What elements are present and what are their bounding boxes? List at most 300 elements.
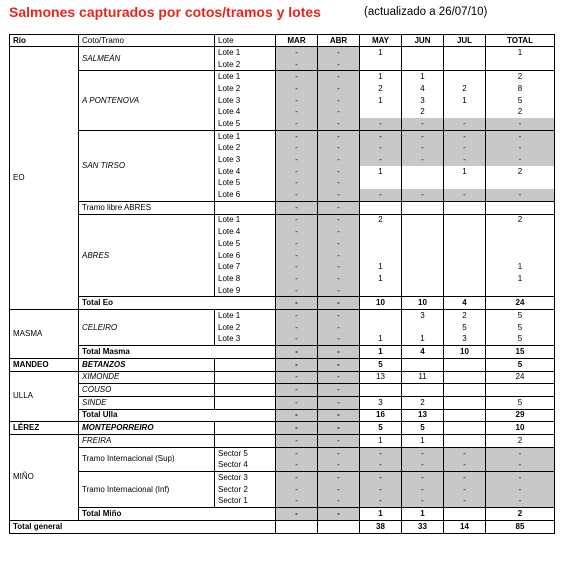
value-jul [444,59,486,71]
subtotal-jul: 10 [444,346,486,359]
value-may [360,226,402,238]
value-jun: - [402,447,444,459]
coto-cell: COUSO [79,384,215,397]
lote-cell: Lote 3 [215,95,276,107]
value-may: - [360,447,402,459]
value-abr: - [318,310,360,322]
value-jun: - [402,189,444,201]
value-mar: - [276,130,318,142]
value-total: 5 [486,95,555,107]
value-mar: - [276,118,318,130]
value-jul [444,178,486,190]
value-total: 5 [486,334,555,346]
value-abr: - [318,118,360,130]
lote-cell: Lote 6 [215,189,276,201]
lote-cell: Lote 5 [215,238,276,250]
value-jun [402,273,444,285]
value-jun: - [402,130,444,142]
value-abr: - [318,178,360,190]
table-row [10,358,555,371]
value-may: 1 [360,47,402,59]
value-mar: - [276,459,318,471]
grand-total-mar [276,520,318,533]
value-mar: - [276,472,318,484]
value-jun [402,384,444,397]
value-abr: - [318,384,360,397]
value-jul: 2 [444,310,486,322]
value-may [360,322,402,334]
value-may: 2 [360,83,402,95]
lote-cell: Lote 1 [215,310,276,322]
value-abr: - [318,484,360,496]
value-may [360,310,402,322]
value-jul [444,261,486,273]
value-mar: - [276,95,318,107]
value-jun: 2 [402,396,444,409]
value-jul [444,384,486,397]
value-jun: 2 [402,106,444,118]
value-jul [444,273,486,285]
value-may: 1 [360,71,402,83]
value-jul: - [444,189,486,201]
table-row [10,201,555,214]
lote-cell: Lote 8 [215,273,276,285]
subtotal-abr: - [318,297,360,310]
col-header-jun: JUN [402,35,444,47]
subtotal-row [10,508,555,521]
coto-cell: SALMEÁN [79,47,215,71]
subtotal-mar: - [276,346,318,359]
value-may: 5 [360,358,402,371]
lote-cell: Lote 1 [215,71,276,83]
table-row [10,472,555,484]
lote-cell: Lote 1 [215,214,276,226]
value-jul [444,226,486,238]
subtotal-may: 10 [360,297,402,310]
lote-cell: Lote 2 [215,143,276,155]
value-abr: - [318,106,360,118]
river-cell: ULLA [10,371,79,422]
lote-cell: Lote 5 [215,178,276,190]
coto-cell: Tramo libre ABRES [79,201,215,214]
value-may [360,59,402,71]
value-abr: - [318,143,360,155]
value-abr: - [318,201,360,214]
value-jul: - [444,495,486,507]
value-may: 3 [360,396,402,409]
river-cell: MASMA [10,310,79,359]
value-jul: - [444,447,486,459]
value-may: 1 [360,334,402,346]
value-abr: - [318,322,360,334]
value-may: - [360,472,402,484]
value-jul: - [444,118,486,130]
value-total: 2 [486,71,555,83]
value-jun: - [402,484,444,496]
value-jun [402,285,444,297]
value-total [486,384,555,397]
col-header-mar: MAR [276,35,318,47]
value-abr: - [318,189,360,201]
lote-cell: Lote 3 [215,334,276,346]
subtotal-row [10,409,555,422]
value-mar: - [276,384,318,397]
value-abr: - [318,71,360,83]
lote-cell [215,435,276,448]
value-mar: - [276,261,318,273]
value-jun: 1 [402,334,444,346]
table-row [10,435,555,448]
subtotal-jun: 4 [402,346,444,359]
salmon-catch-table [9,34,555,534]
value-mar: - [276,154,318,166]
value-abr: - [318,130,360,142]
table-row [10,71,555,83]
value-total: - [486,484,555,496]
grand-total-may: 38 [360,520,402,533]
river-cell: MIÑO [10,435,79,521]
value-abr: - [318,495,360,507]
lote-cell: Lote 2 [215,59,276,71]
value-abr: - [318,154,360,166]
value-abr: - [318,396,360,409]
value-may: 1 [360,166,402,178]
lote-cell [215,358,276,371]
value-may [360,384,402,397]
value-jun [402,47,444,59]
value-jun [402,166,444,178]
value-may [360,201,402,214]
value-abr: - [318,166,360,178]
coto-cell: SINDE [79,396,215,409]
table-row [10,310,555,322]
value-total: - [486,130,555,142]
value-total [486,250,555,262]
coto-cell: ABRES [79,214,215,297]
value-jun: 3 [402,310,444,322]
value-mar: - [276,396,318,409]
value-jul: 5 [444,322,486,334]
value-may [360,285,402,297]
subtotal-abr: - [318,508,360,521]
river-cell: MANDEO [10,358,79,371]
subtotal-may: 16 [360,409,402,422]
value-jun [402,201,444,214]
value-may: - [360,495,402,507]
value-total: 2 [486,166,555,178]
value-jul: - [444,154,486,166]
page-header [9,2,554,28]
lote-cell: Lote 4 [215,106,276,118]
subtotal-row [10,346,555,359]
coto-cell: Tramo Internacional (Sup) [79,447,215,471]
value-abr: - [318,250,360,262]
subtotal-may: 1 [360,346,402,359]
value-total: 2 [486,106,555,118]
value-total [486,238,555,250]
value-jul [444,106,486,118]
value-mar: - [276,250,318,262]
value-total: 2 [486,435,555,448]
value-jul: 1 [444,166,486,178]
coto-cell: BETANZOS [79,358,215,371]
value-mar: - [276,371,318,384]
value-jun [402,226,444,238]
value-total [486,201,555,214]
lote-cell [215,422,276,435]
value-abr: - [318,83,360,95]
subtotal-jul [444,409,486,422]
value-abr: - [318,334,360,346]
lote-cell: Sector 2 [215,484,276,496]
value-abr: - [318,285,360,297]
value-jun: 3 [402,95,444,107]
value-jun [402,358,444,371]
value-may: 1 [360,273,402,285]
value-total: - [486,447,555,459]
value-mar: - [276,71,318,83]
coto-cell: CELEIRO [79,310,215,346]
table-row [10,371,555,384]
value-jun: - [402,472,444,484]
value-jul: 2 [444,83,486,95]
col-header-abr: ABR [318,35,360,47]
coto-cell: FREIRA [79,435,215,448]
table-row [10,422,555,435]
river-cell: EO [10,47,79,310]
value-total: - [486,154,555,166]
table-row [10,384,555,397]
value-jul: - [444,459,486,471]
value-may: 1 [360,435,402,448]
value-total: - [486,143,555,155]
subtotal-label: Total Miño [79,508,276,521]
value-jul [444,358,486,371]
subtotal-label: Total Eo [79,297,276,310]
value-may: 1 [360,95,402,107]
value-mar: - [276,435,318,448]
subtotal-jul [444,508,486,521]
value-abr: - [318,358,360,371]
value-mar: - [276,334,318,346]
subtotal-total: 24 [486,297,555,310]
lote-cell: Lote 2 [215,322,276,334]
value-abr: - [318,238,360,250]
value-abr: - [318,95,360,107]
subtotal-jun: 1 [402,508,444,521]
value-mar: - [276,201,318,214]
col-header-coto: Coto/Tramo [79,35,215,47]
value-mar: - [276,310,318,322]
value-abr: - [318,261,360,273]
value-total: - [486,472,555,484]
col-header-total: TOTAL [486,35,555,47]
value-mar: - [276,189,318,201]
value-may: - [360,189,402,201]
value-may: - [360,143,402,155]
value-abr: - [318,214,360,226]
value-may: 13 [360,371,402,384]
value-may: 1 [360,261,402,273]
grand-total-total: 85 [486,520,555,533]
grand-total-abr [318,520,360,533]
lote-cell: Sector 4 [215,459,276,471]
value-jun: 11 [402,371,444,384]
value-mar: - [276,106,318,118]
value-jun [402,238,444,250]
value-mar: - [276,495,318,507]
lote-cell: Lote 2 [215,83,276,95]
subtotal-total: 2 [486,508,555,521]
value-abr: - [318,59,360,71]
value-jul: - [444,130,486,142]
subtotal-abr: - [318,409,360,422]
grand-total-row [10,520,555,533]
subtotal-abr: - [318,346,360,359]
value-jun: - [402,154,444,166]
value-may: - [360,154,402,166]
value-abr: - [318,47,360,59]
lote-cell [215,396,276,409]
value-jul [444,422,486,435]
value-jun: 5 [402,422,444,435]
lote-cell [215,371,276,384]
lote-cell: Lote 5 [215,118,276,130]
lote-cell: Lote 4 [215,226,276,238]
subtotal-jul: 4 [444,297,486,310]
value-jun [402,250,444,262]
value-may: 5 [360,422,402,435]
value-mar: - [276,166,318,178]
subtotal-jun: 10 [402,297,444,310]
lote-cell: Sector 5 [215,447,276,459]
value-mar: - [276,322,318,334]
table-row [10,47,555,59]
value-abr: - [318,371,360,384]
value-may [360,250,402,262]
header-row [10,35,555,47]
value-abr: - [318,459,360,471]
value-mar: - [276,358,318,371]
col-header-jul: JUL [444,35,486,47]
value-mar: - [276,285,318,297]
subtotal-row [10,297,555,310]
lote-cell: Sector 1 [215,495,276,507]
value-total: 5 [486,358,555,371]
grand-total-label: Total general [10,520,276,533]
value-total: 1 [486,261,555,273]
table-row [10,130,555,142]
subtotal-may: 1 [360,508,402,521]
value-mar: - [276,422,318,435]
lote-cell: Lote 6 [215,250,276,262]
value-jun: - [402,495,444,507]
lote-cell: Lote 7 [215,261,276,273]
value-may [360,238,402,250]
grand-total-jun: 33 [402,520,444,533]
value-jul [444,71,486,83]
value-jun [402,322,444,334]
value-jul [444,250,486,262]
subtotal-total: 15 [486,346,555,359]
value-total [486,285,555,297]
subtotal-total: 29 [486,409,555,422]
value-jul [444,435,486,448]
value-mar: - [276,226,318,238]
subtotal-mar: - [276,297,318,310]
value-abr: - [318,226,360,238]
col-header-rio: Río [10,35,79,47]
lote-cell: Lote 4 [215,166,276,178]
lote-cell [215,384,276,397]
table-row [10,447,555,459]
value-total [486,178,555,190]
value-jun: - [402,118,444,130]
grand-total-jul: 14 [444,520,486,533]
value-total: - [486,495,555,507]
coto-cell: XIMONDE [79,371,215,384]
value-mar: - [276,447,318,459]
value-abr: - [318,447,360,459]
col-header-lote: Lote [215,35,276,47]
value-total: 1 [486,273,555,285]
table-row [10,396,555,409]
value-jun [402,59,444,71]
value-abr: - [318,435,360,448]
value-jun: 4 [402,83,444,95]
value-jul: - [444,484,486,496]
value-may: 2 [360,214,402,226]
value-total: 5 [486,396,555,409]
value-abr: - [318,422,360,435]
value-jul [444,371,486,384]
value-mar: - [276,214,318,226]
value-may [360,178,402,190]
value-jul [444,285,486,297]
coto-cell: Tramo Internacional (Inf) [79,472,215,508]
subtotal-label: Total Ulla [79,409,276,422]
updated-date: (actualizado a 26/07/10) [364,6,488,18]
subtotal-label: Total Masma [79,346,276,359]
col-header-may: MAY [360,35,402,47]
lote-cell: Lote 3 [215,154,276,166]
coto-cell: A PONTENOVA [79,71,215,130]
value-mar: - [276,484,318,496]
value-may: - [360,459,402,471]
lote-cell: Lote 1 [215,47,276,59]
value-jun [402,178,444,190]
value-jun: - [402,143,444,155]
value-jun: 1 [402,435,444,448]
coto-cell: SAN TIRSO [79,130,215,201]
value-total: 8 [486,83,555,95]
value-mar: - [276,238,318,250]
value-abr: - [318,472,360,484]
value-jul: 1 [444,95,486,107]
coto-cell: MONTEPORREIRO [79,422,215,435]
value-total: - [486,189,555,201]
value-may [360,106,402,118]
value-jun [402,261,444,273]
value-mar: - [276,273,318,285]
lote-cell: Lote 1 [215,130,276,142]
subtotal-jun: 13 [402,409,444,422]
value-mar: - [276,47,318,59]
subtotal-mar: - [276,409,318,422]
value-total: 10 [486,422,555,435]
value-may: - [360,118,402,130]
value-jul [444,214,486,226]
